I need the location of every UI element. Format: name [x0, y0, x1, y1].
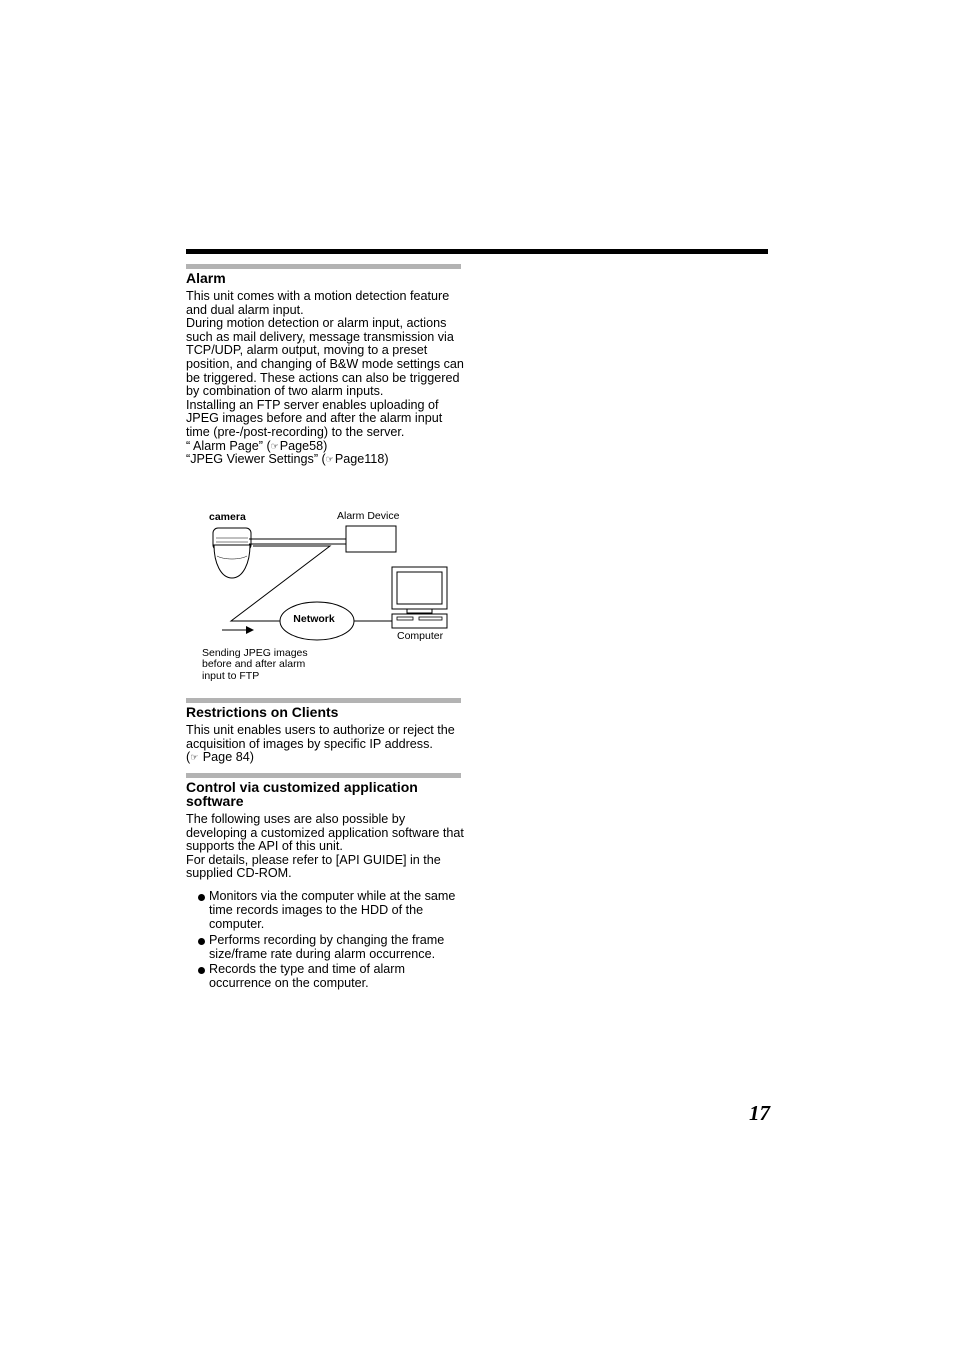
control-heading-line-2: software [186, 793, 244, 809]
computer-label: Computer [397, 630, 444, 642]
ftp-arrow-head [246, 626, 254, 634]
bullet-dot-icon [198, 938, 205, 945]
ftp-caption-line-2: before and after alarm [202, 658, 306, 670]
top-rule [186, 249, 768, 254]
control-heading [186, 780, 461, 808]
control-heading-line-1: Control via customized application [186, 779, 418, 795]
alarm-network-diagram [190, 500, 465, 690]
bullet-text: Performs recording by changing the frame size/frame rate during alarm occurrence. [209, 932, 445, 961]
bullet-dot-icon [198, 894, 205, 901]
jpeg-viewer-ref-page: Page118) [334, 452, 389, 467]
alarm-page-reference [186, 440, 466, 454]
bullet-text: Monitors via the computer while at the same time records images to the HDD of the computer. [209, 889, 456, 932]
page-number: 17 [749, 1101, 770, 1125]
jpeg-viewer-reference [186, 453, 466, 467]
restrictions-page-reference [186, 751, 466, 765]
alarm-paragraph-3: Installing an FTP server enables uploading of JPEG images before and after the alarm input time (pre-/post-recording) to the server. [186, 397, 443, 439]
bullet-text: Records the type and time of alarm occurrence on the computer. [209, 962, 405, 991]
list-item [197, 933, 467, 961]
ftp-caption-line-3: input to FTP [202, 670, 260, 682]
alarm-device-label: Alarm Device [337, 510, 400, 522]
pointing-hand-icon: ☞ [270, 440, 279, 451]
restrictions-ref-page: Page 84) [199, 750, 254, 765]
restrictions-body [186, 724, 466, 765]
control-body [186, 813, 466, 881]
restrictions-paragraph: This unit enables users to authorize or reject the acquisition of images by specific IP address. [186, 723, 455, 751]
camera-icon [213, 528, 251, 578]
pointing-hand-icon: ☞ [325, 454, 334, 465]
alarm-paragraph-1: This unit comes with a motion detection feature and dual alarm input. [186, 289, 450, 317]
list-item [197, 889, 467, 932]
restrictions-ref-open: ( [186, 750, 191, 765]
alarm-page-ref-page: Page58) [279, 438, 328, 453]
camera-label: camera [209, 511, 246, 523]
control-bullet-list [197, 889, 467, 991]
control-paragraph-1: The following uses are also possible by developing a customized application software that supports the API of this unit. [186, 812, 464, 854]
section-bar-alarm [186, 264, 461, 269]
list-item [197, 962, 467, 990]
ftp-caption-line-1: Sending JPEG images [202, 647, 308, 659]
restrictions-heading: Restrictions on Clients [186, 704, 339, 720]
alarm-device-box [346, 526, 396, 552]
bullet-dot-icon [198, 967, 205, 974]
computer-icon [392, 567, 447, 628]
pointing-hand-icon: ☞ [190, 752, 199, 763]
section-bar-restrictions [186, 698, 461, 703]
alarm-paragraph-2: During motion detection or alarm input, actions such as mail delivery, message transmission via TCP/UDP, alarm output, moving to a preset position, and changing of B&W mode settings can be triggered. These actions can also be triggered by combination of two alarm inputs. [186, 316, 464, 399]
network-label: Network [293, 613, 335, 625]
alarm-page-ref-text: “ Alarm Page” ( [186, 438, 271, 453]
alarm-heading: Alarm [186, 270, 226, 286]
jpeg-viewer-ref-text: “JPEG Viewer Settings” ( [186, 452, 326, 467]
section-bar-control [186, 773, 461, 778]
alarm-body [186, 290, 466, 467]
control-paragraph-2: For details, please refer to [API GUIDE] in the supplied CD-ROM. [186, 852, 441, 881]
